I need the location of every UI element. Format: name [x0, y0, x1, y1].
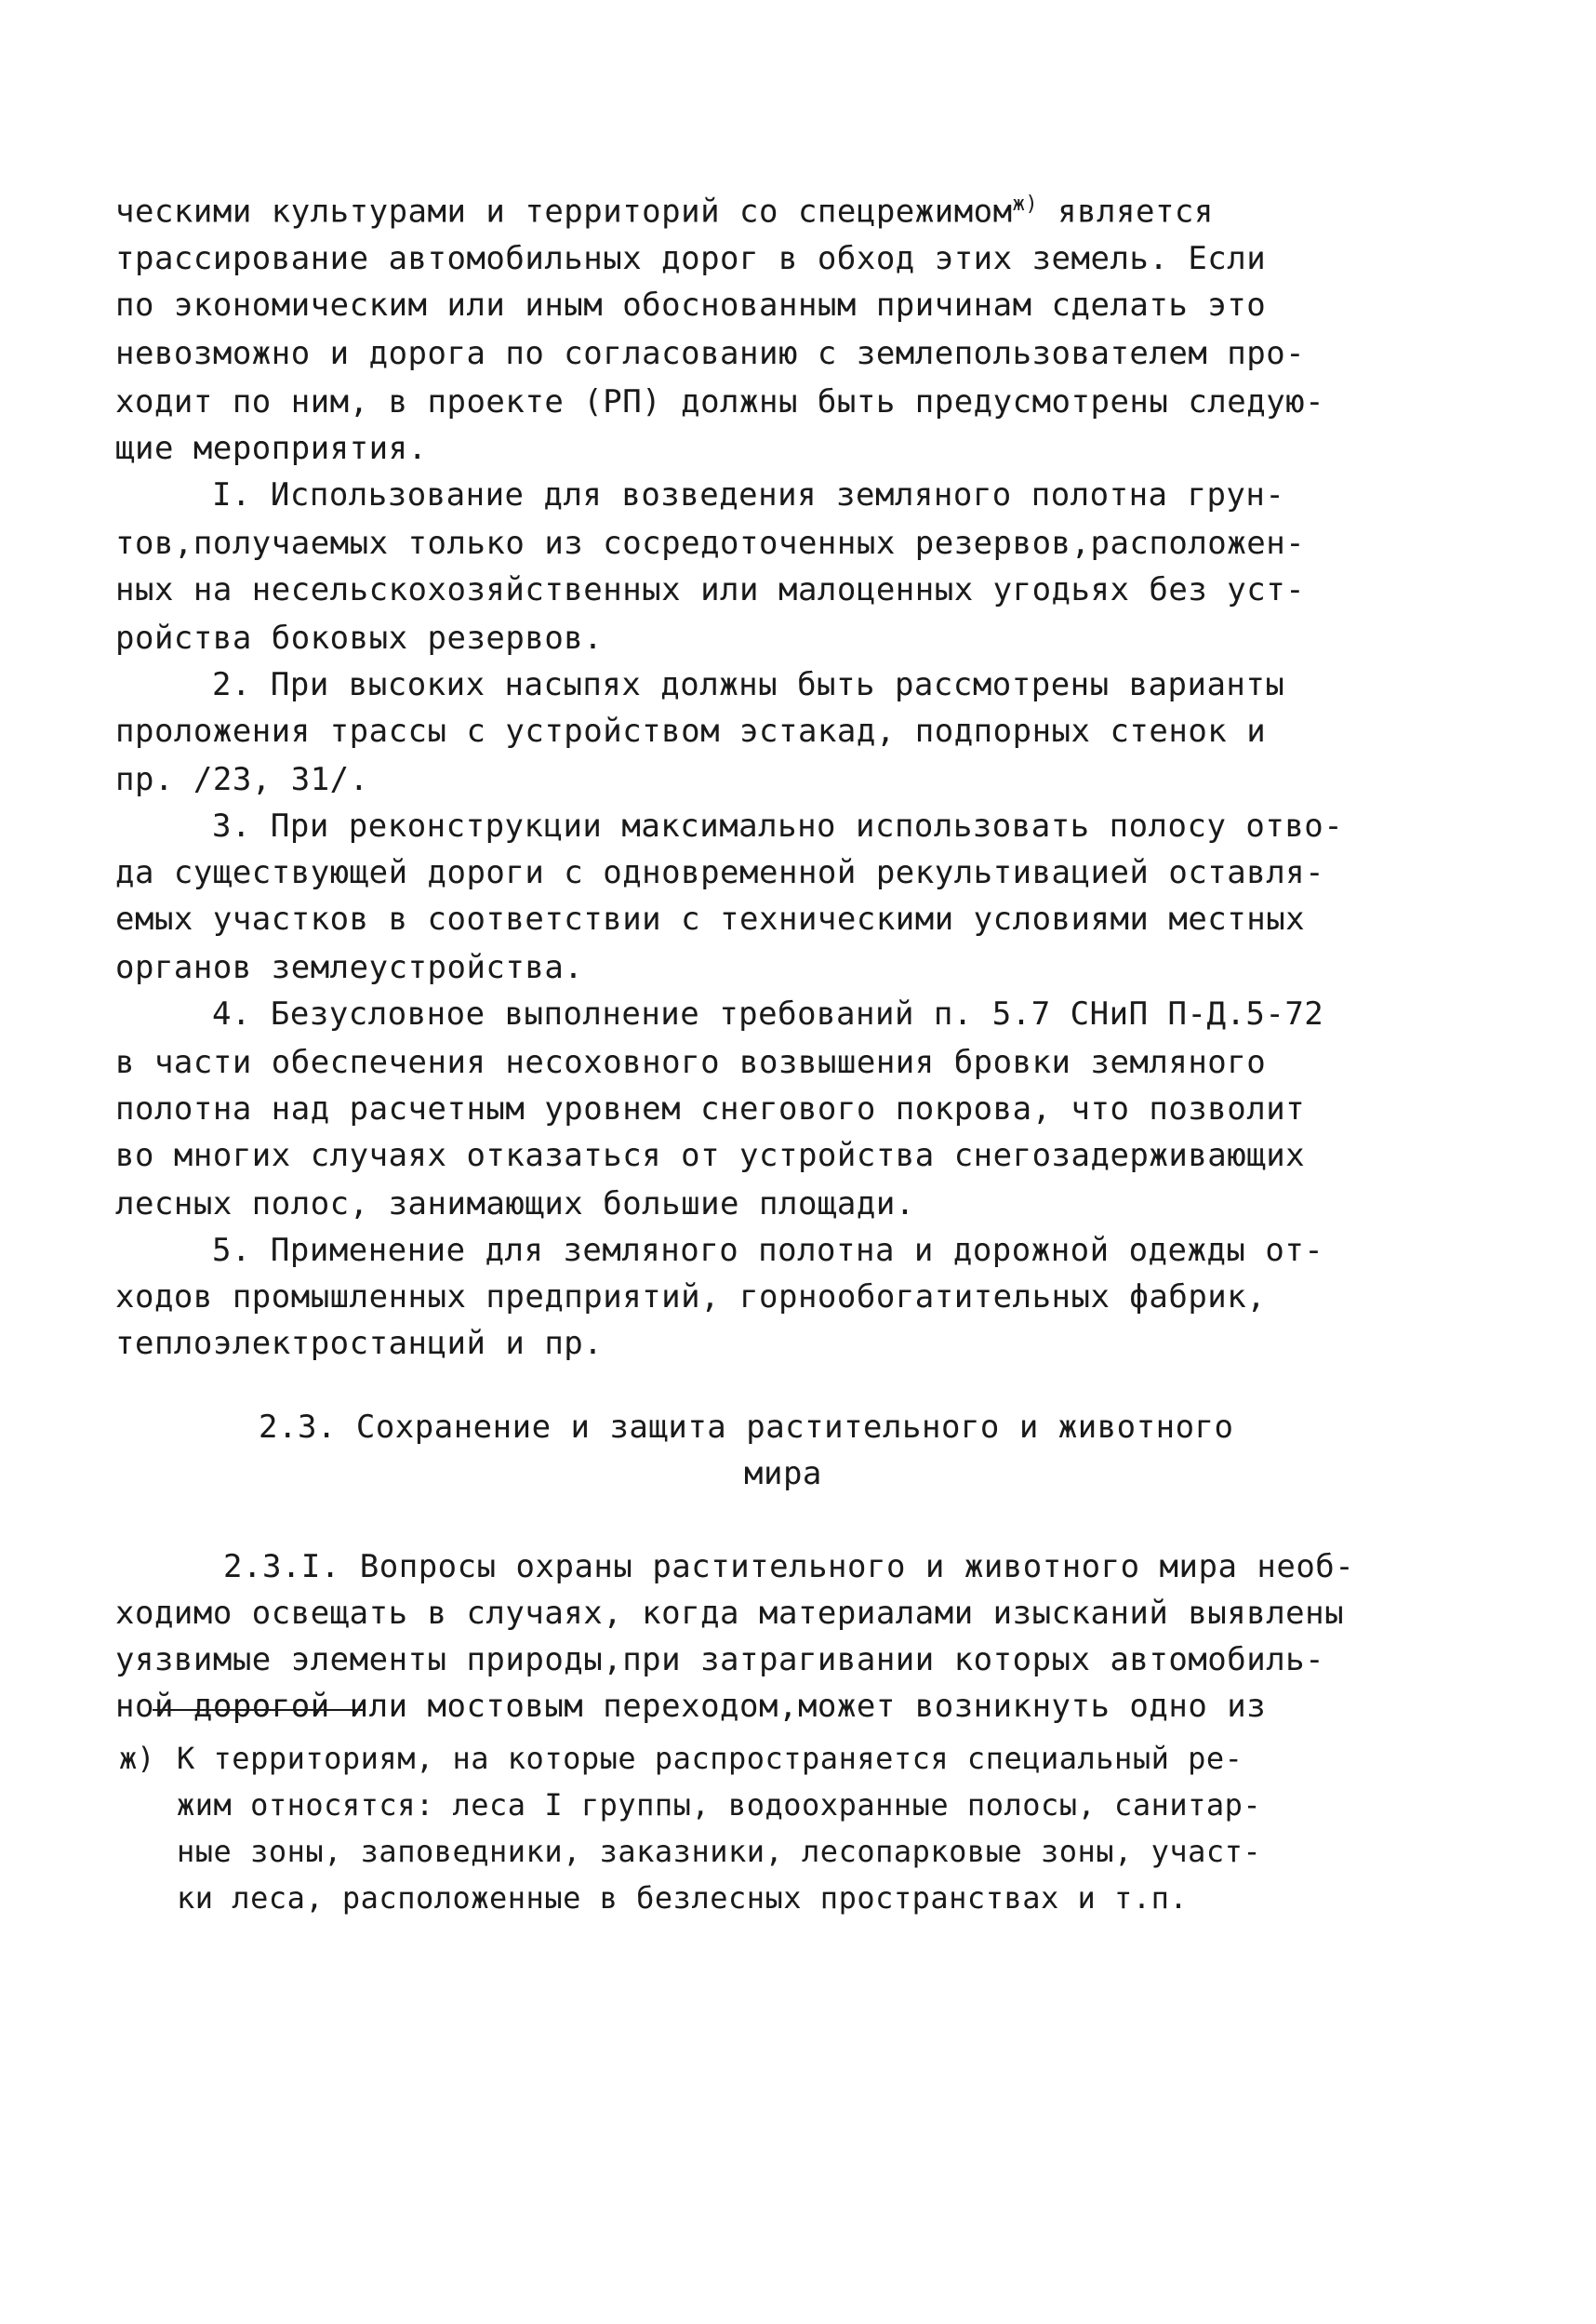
item-1-line-3: ных на несельскохозяйственных или малоценных угодьях без уст-: [115, 571, 1306, 608]
body-line-1: [115, 186, 1214, 230]
footnote-line-4: ки леса, расположенные в безлесных пространствах и т.п.: [177, 1880, 1189, 1916]
item-4-line-1: 4. Безусловное выполнение требований п. 5.7 СНиП П-Д.5-72: [212, 995, 1324, 1033]
body-line-3: по экономическим или иным обоснованным причинам сделать это: [115, 287, 1267, 324]
item-4-line-5: лесных полос, занимающих большие площади.: [115, 1185, 915, 1222]
item-3-line-2: да существующей дороги с одновременной рекультивацией оставля-: [115, 854, 1325, 891]
item-3-line-3: емых участков в соответствии с техническими условиями местных: [115, 901, 1306, 938]
body-line-4: невозможно и дорога по согласованию с землепользователем про-: [115, 335, 1306, 372]
footnote-line-3: ные зоны, заповедники, заказники, лесопарковые зоны, участ-: [177, 1834, 1262, 1869]
item-5-line-1: 5. Применение для земляного полотна и дорожной одежды от-: [212, 1232, 1324, 1269]
footnote-mark: ж): [119, 1741, 155, 1776]
body-line-5: ходит по ним, в проекте (РП) должны быть предусмотрены следую-: [115, 383, 1325, 421]
body-line-1-tail: является: [1057, 193, 1214, 231]
body-line-6: щие мероприятия.: [115, 430, 428, 467]
item-2-line-1: 2. При высоких насыпях должны быть рассмотрены варианты: [212, 666, 1285, 703]
section-text-line-1: 2.3.I. Вопросы охраны растительного и животного мира необ-: [223, 1548, 1355, 1585]
footnote-separator: [153, 1709, 363, 1711]
item-3-line-4: органов землеустройства.: [115, 949, 584, 986]
section-heading-line-2: мира: [744, 1455, 822, 1492]
item-1-line-4: ройства боковых резервов.: [115, 620, 604, 657]
footnote-line-1: К территориям, на которые распространяется специальный ре-: [177, 1741, 1244, 1776]
item-3-line-1: 3. При реконструкции максимально использовать полосу отво-: [212, 808, 1344, 845]
footnote-line-2: жим относятся: леса I группы, водоохранные полосы, санитар-: [177, 1787, 1262, 1823]
item-2-line-3: пр. /23, 31/.: [115, 761, 369, 798]
section-heading-line-1: 2.3. Сохранение и защита растительного и животного: [259, 1409, 1234, 1446]
item-5-line-2: ходов промышленных предприятий, горнообогатительных фабрик,: [115, 1278, 1267, 1316]
item-4-line-3: полотна над расчетным уровнем снегового покрова, что позволит: [115, 1090, 1306, 1128]
item-2-line-2: проложения трассы с устройством эстакад, подпорных стенок и: [115, 713, 1267, 750]
body-line-1-text: ческими культурами и территорий со спецрежимом: [115, 193, 1013, 231]
item-4-line-2: в части обеспечения несоховного возвышения бровки земляного: [115, 1044, 1267, 1081]
item-1-line-1: I. Использование для возведения земляного полотна грун-: [212, 476, 1285, 514]
item-4-line-4: во многих случаях отказаться от устройства снегозадерживающих: [115, 1137, 1306, 1174]
body-line-2: трассирование автомобильных дорог в обход этих земель. Если: [115, 240, 1267, 277]
item-5-line-3: теплоэлектростанций и пр.: [115, 1325, 604, 1362]
section-text-line-4: ной дорогой или мостовым переходом,может возникнуть одно из: [115, 1688, 1267, 1725]
section-text-line-2: ходимо освещать в случаях, когда материалами изысканий выявлены: [115, 1595, 1345, 1632]
footnote-reference: ж): [1012, 193, 1039, 216]
section-text-line-3: уязвимые элементы природы,при затрагивании которых автомобиль-: [115, 1641, 1325, 1678]
item-1-line-2: тов,получаемых только из сосредоточенных резервов,расположен-: [115, 525, 1306, 562]
